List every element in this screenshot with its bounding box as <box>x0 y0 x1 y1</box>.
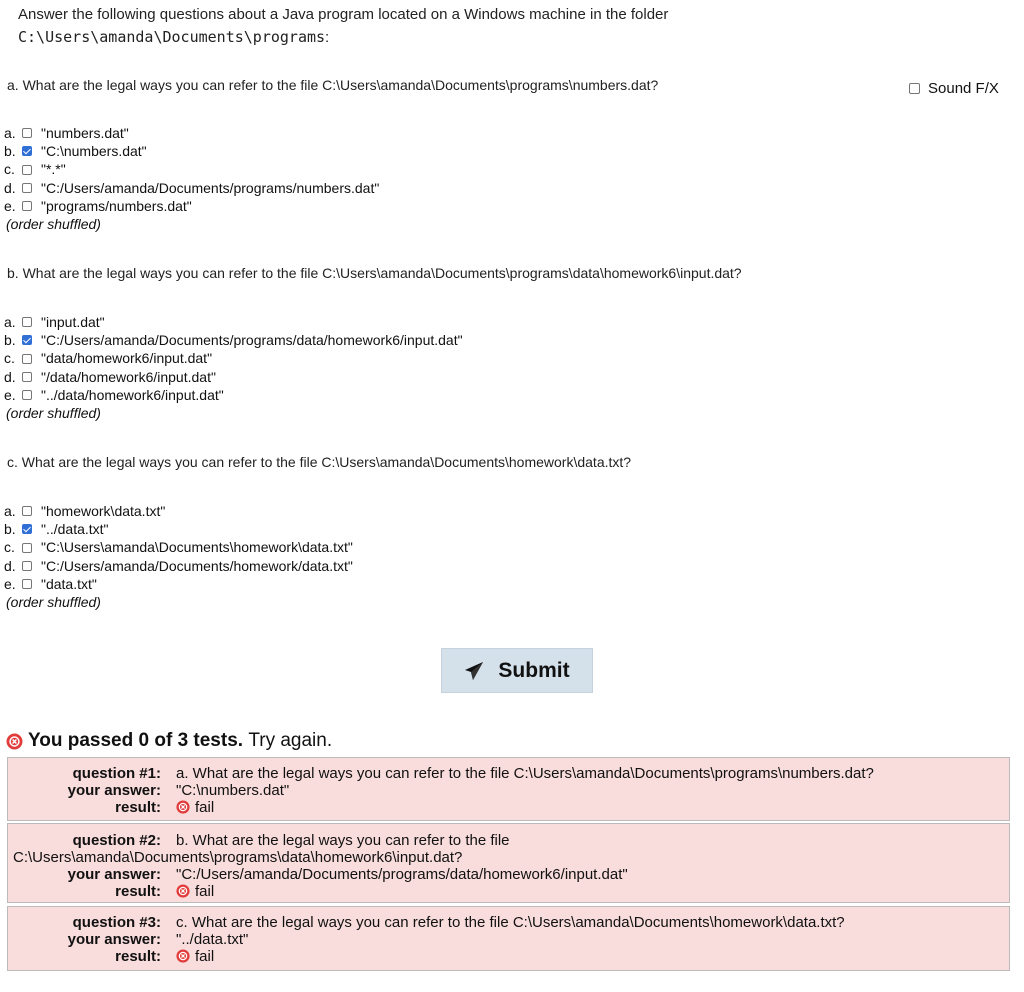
option-checkbox[interactable] <box>22 561 32 571</box>
option-checkbox-checked[interactable] <box>22 335 32 345</box>
option-checkbox[interactable] <box>22 579 32 589</box>
question-label: question #3: <box>72 914 161 931</box>
option-e[interactable]: e. "data.txt" <box>4 575 97 592</box>
question-label: question #1: <box>72 765 161 782</box>
answer-label: your answer: <box>67 866 161 883</box>
option-label: "../data.txt" <box>41 521 109 538</box>
option-checkbox[interactable] <box>22 201 32 211</box>
question-label: question #2: <box>72 832 161 849</box>
question-a-text: a. What are the legal ways you can refer to the file C:\Users\amanda\Documents\programs\numbers.dat? <box>7 77 659 93</box>
option-c[interactable]: c. "data/homework6/input.dat" <box>4 350 213 367</box>
result-box-2 <box>7 823 1010 903</box>
test-summary <box>6 730 332 752</box>
option-d[interactable]: d. "C:/Users/amanda/Documents/homework/data.txt" <box>4 557 353 574</box>
option-checkbox[interactable] <box>22 372 32 382</box>
option-checkbox[interactable] <box>22 183 32 193</box>
question-c-text: c. What are the legal ways you can refer to the file C:\Users\amanda\Documents\homework\data.txt? <box>7 454 632 470</box>
shuffled-note: (order shuffled) <box>6 216 101 233</box>
fail-icon <box>176 949 190 963</box>
question-text-continued: C:\Users\amanda\Documents\programs\data\homework6\input.dat? <box>13 849 463 866</box>
summary-bold: You passed 0 of 3 tests. <box>28 730 244 751</box>
option-checkbox[interactable] <box>22 506 32 516</box>
result-label: result: <box>115 883 161 900</box>
option-checkbox[interactable] <box>22 128 32 138</box>
submit-button[interactable] <box>441 648 593 693</box>
option-e[interactable]: e. "../data/homework6/input.dat" <box>4 386 224 403</box>
option-label: "C:/Users/amanda/Documents/homework/data.txt" <box>41 557 353 574</box>
result-text: fail <box>195 799 215 816</box>
option-b[interactable]: b. "C:\numbers.dat" <box>4 143 147 160</box>
option-label: "input.dat" <box>41 314 105 330</box>
folder-path: C:\Users\amanda\Documents\programs <box>18 28 326 46</box>
option-checkbox-checked[interactable] <box>22 524 32 534</box>
shuffled-note: (order shuffled) <box>6 594 101 611</box>
question-c-options <box>4 502 353 611</box>
intro-line: Answer the following questions about a Java program located on a Windows machine in the folder <box>18 6 669 23</box>
fail-icon <box>176 884 190 898</box>
option-label: "programs/numbers.dat" <box>41 197 192 214</box>
option-label: "numbers.dat" <box>41 125 129 141</box>
result-label: result: <box>115 799 161 816</box>
result-text: fail <box>195 883 215 900</box>
option-e[interactable]: e. "programs/numbers.dat" <box>4 197 192 214</box>
answer-text: "../data.txt" <box>176 931 249 948</box>
option-d[interactable]: d. "/data/homework6/input.dat" <box>4 368 216 385</box>
summary-rest: Try again. <box>248 730 333 751</box>
option-b[interactable]: b. "C:/Users/amanda/Documents/programs/data/homework6/input.dat" <box>4 332 463 349</box>
sound-fx-checkbox[interactable] <box>909 83 920 94</box>
option-checkbox[interactable] <box>22 354 32 364</box>
result-label: result: <box>115 948 161 965</box>
result-box-1 <box>7 757 1010 821</box>
answer-text: "C:\numbers.dat" <box>176 782 290 799</box>
option-c[interactable]: c. "C:\Users\amanda\Documents\homework\data.txt" <box>4 539 353 556</box>
fail-icon <box>176 800 190 814</box>
intro-text <box>18 4 668 49</box>
result-text: fail <box>195 948 215 965</box>
question-b-text: b. What are the legal ways you can refer to the file C:\Users\amanda\Documents\programs\data\homework6\input.dat? <box>7 265 742 281</box>
option-c[interactable]: c. "*.*" <box>4 161 66 178</box>
option-label: "data/homework6/input.dat" <box>41 350 213 367</box>
option-a[interactable]: a. "numbers.dat" <box>4 125 129 141</box>
option-a[interactable]: a. "homework\data.txt" <box>4 503 166 519</box>
option-label: "data.txt" <box>41 575 97 592</box>
option-label: "C:\numbers.dat" <box>41 143 147 160</box>
submit-label: Submit <box>498 658 570 682</box>
option-label: "*.*" <box>41 161 66 178</box>
option-label: "../data/homework6/input.dat" <box>41 386 224 403</box>
option-b[interactable]: b. "../data.txt" <box>4 521 109 538</box>
option-label: "C:/Users/amanda/Documents/programs/data/homework6/input.dat" <box>41 332 463 349</box>
option-checkbox[interactable] <box>22 165 32 175</box>
rocket-icon <box>464 661 484 681</box>
sound-fx-toggle[interactable] <box>909 80 999 97</box>
option-checkbox[interactable] <box>22 317 32 327</box>
answer-text: "C:/Users/amanda/Documents/programs/data/homework6/input.dat" <box>176 866 628 883</box>
result-box-3 <box>7 906 1010 971</box>
sound-fx-label: Sound F/X <box>928 80 999 97</box>
option-checkbox[interactable] <box>22 390 32 400</box>
option-checkbox[interactable] <box>22 543 32 553</box>
intro-suffix: : <box>325 29 330 46</box>
question-b-options <box>4 313 463 422</box>
option-label: "homework\data.txt" <box>41 503 166 519</box>
question-text: a. What are the legal ways you can refer to the file C:\Users\amanda\Documents\programs\numbers.dat? <box>176 765 874 782</box>
option-checkbox-checked[interactable] <box>22 146 32 156</box>
fail-icon <box>6 733 23 750</box>
option-label: "C:/Users/amanda/Documents/programs/numbers.dat" <box>41 179 380 196</box>
option-label: "/data/homework6/input.dat" <box>41 368 216 385</box>
shuffled-note: (order shuffled) <box>6 405 101 422</box>
answer-label: your answer: <box>67 931 161 948</box>
answer-label: your answer: <box>67 782 161 799</box>
option-label: "C:\Users\amanda\Documents\homework\data.txt" <box>41 539 353 556</box>
question-text: c. What are the legal ways you can refer to the file C:\Users\amanda\Documents\homework\data.txt? <box>176 914 845 931</box>
option-d[interactable]: d. "C:/Users/amanda/Documents/programs/numbers.dat" <box>4 179 380 196</box>
question-text: b. What are the legal ways you can refer to the file <box>176 832 510 849</box>
question-a-options <box>4 124 379 233</box>
option-a[interactable]: a. "input.dat" <box>4 314 105 330</box>
